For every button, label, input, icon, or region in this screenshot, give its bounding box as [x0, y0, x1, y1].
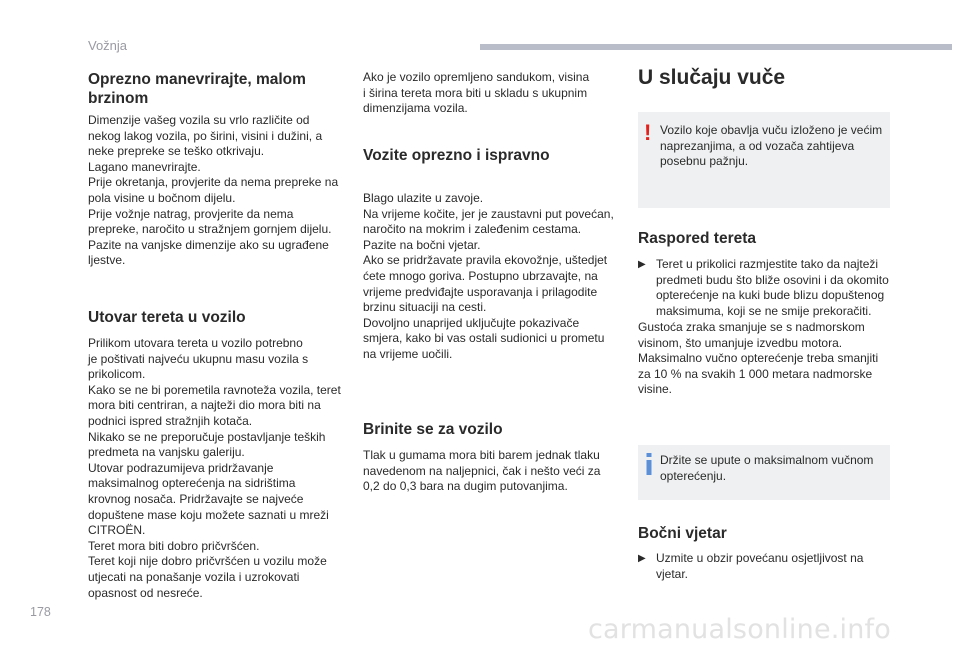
heading-towing: U slučaju vuče	[638, 66, 786, 89]
bullet-arrow-icon: ▶	[638, 553, 646, 564]
heading-vehicle-care: Brinite se za vozilo	[363, 421, 503, 438]
heading-maneuver: Oprezno manevrirajte, malom brzinom	[88, 71, 306, 107]
bullet-distribution-text: Teret u prikolici razmjestite tako da najteži predmeti budu što bliže osovini i da okomito opterećenje na kuki bude blizu dopuštenog maksimuma, koji se ne smije prekoračiti.	[656, 257, 889, 318]
text-maneuver: Dimenzije vašeg vozila su vrlo različite od nekog lakog vozila, po širini, visini i dužini, a neke prepreke se teško otkrivaju. Lagano manevrirajte. Prije okretanja, provjerite da nema prepreke na pola visine u bočnom dijelu. Prije vožnje natrag, provjerite da nema prepreke, naročito u stražnjem gornjem dijelu. Pazite na vanjske dimenzije ako su ugrađene ljestve.	[88, 113, 339, 268]
warning-icon: !	[644, 120, 652, 145]
text-box-body: Ako je vozilo opremljeno sandukom, visina i širina tereta mora biti u skladu s ukupnim dimenzijama vozila.	[363, 70, 590, 116]
heading-loading: Utovar tereta u vozilo	[88, 309, 246, 326]
heading-distribution: Raspored tereta	[638, 230, 757, 247]
section-title: Vožnja	[88, 38, 128, 53]
bullet-crosswind	[638, 551, 894, 582]
text-vehicle-care: Tlak u gumama mora biti barem jednak tlaku navedenom na naljepnici, čak i nešto veći za 0,2 do 0,3 bara na dugim putovanjima.	[363, 448, 601, 494]
text-loading: Prilikom utovara tereta u vozilo potrebno je poštivati najveću ukupnu masu vozila s prikolicom. Kako se ne bi poremetila ravnoteža vozila, teret mora biti centriran, a najteži dio mora biti na podnici ispred stražnjih kotača. Nikako se ne preporučuje postavljanje teških predmeta na vanjsku galeriju. Utovar podrazumijeva pridržavanje maksimalnog opterećenja na sidrištima krovnog nosača. Pridržavajte se najveće dopuštene mase koju možete saznati u mreži CITROËN. Teret mora biti dobro pričvršćen. Teret koji nije dobro pričvršćen u vozilu može utjecati na ponašanje vozila i uzrokovati opasnost od nesreće.	[88, 336, 341, 600]
info-text: Držite se upute o maksimalnom vučnom opterećenju.	[660, 453, 874, 483]
info-box	[638, 445, 890, 500]
bullet-distribution	[638, 257, 894, 319]
header-bar	[480, 44, 952, 50]
page-number: 178	[30, 605, 51, 619]
text-air-density: Gustoća zraka smanjuje se s nadmorskom visinom, što umanjuje izvedbu motora. Maksimalno vučno opterećenje treba smanjiti za 10 % na svakih 1 000 metara nadmorske visine.	[638, 320, 879, 397]
warning-text: Vozilo koje obavlja vuču izloženo je većim naprezanjima, a od vozača zahtijeva posebnu pažnju.	[660, 123, 883, 169]
heading-careful: Vozite oprezno i ispravno	[363, 147, 550, 164]
watermark: carmanualsonline.info	[588, 614, 891, 645]
text-careful: Blago ulazite u zavoje. Na vrijeme kočite, jer je zaustavni put povećan, naročito na mokrim i zaleđenim cestama. Pazite na bočni vjetar. Ako se pridržavate pravila ekovožnje, uštedjet ćete mnogo goriva. Postupno ubrzavajte, na vrijeme predviđajte usporavanja i prilagodite brzinu situaciji na cesti. Dovoljno unaprijed uključujte pokazivače smjera, kako bi vas ostali sudionici u prometu na vrijeme uočili.	[363, 191, 614, 361]
warning-box	[638, 112, 890, 208]
bullet-arrow-icon: ▶	[638, 259, 646, 270]
bullet-crosswind-text: Uzmite u obzir povećanu osjetljivost na vjetar.	[656, 551, 864, 581]
heading-crosswind: Bočni vjetar	[638, 525, 727, 542]
info-icon	[646, 453, 652, 475]
